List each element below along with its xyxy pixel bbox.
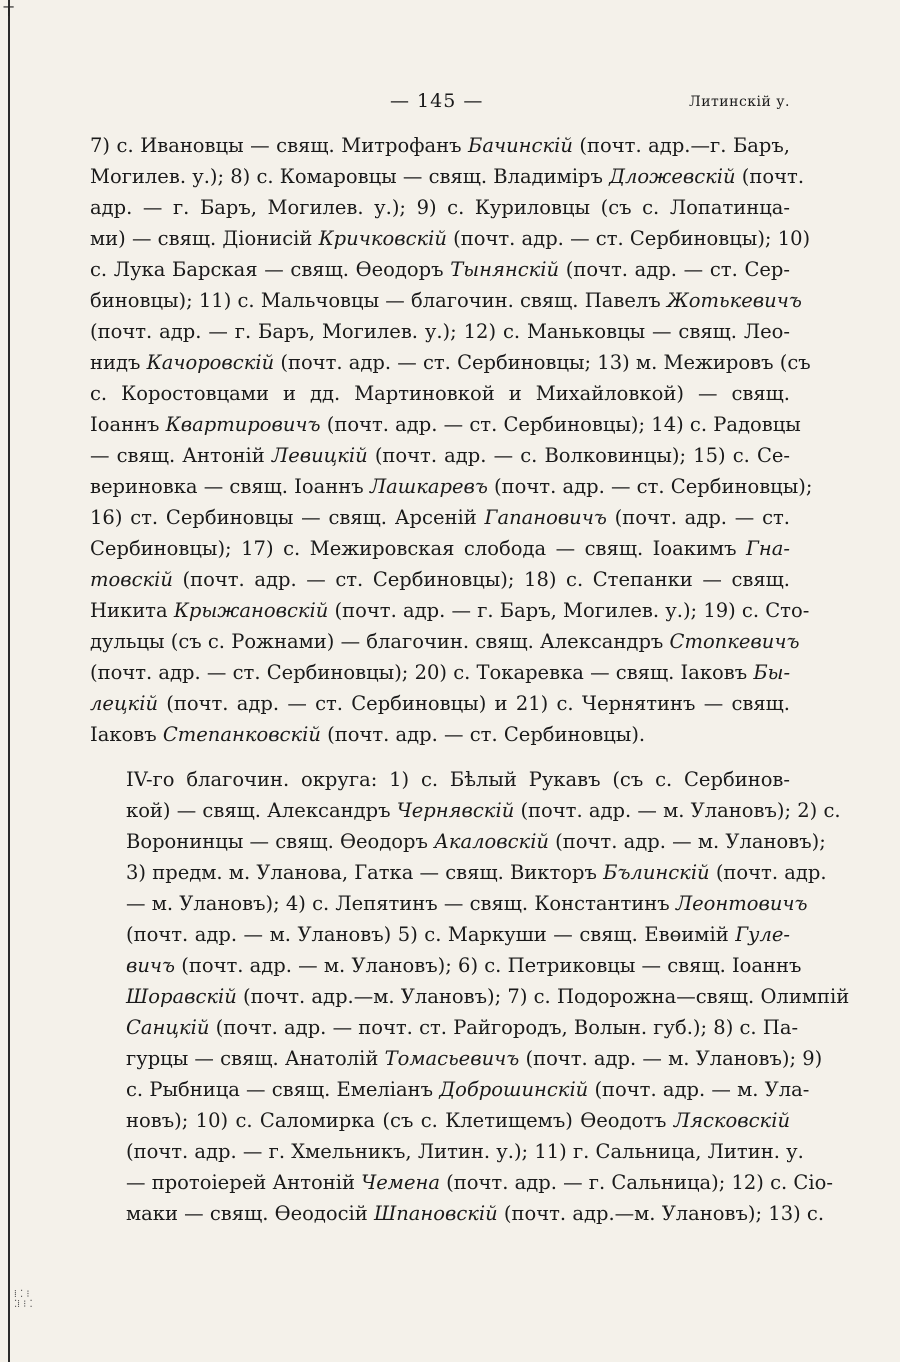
- text-line: [90, 1043, 823, 1074]
- text-line: [90, 1136, 804, 1167]
- text-segment: (почт. адр. — ст.: [606, 506, 790, 529]
- text-segment: Іаковъ: [90, 723, 163, 746]
- italic-name: Стопкевичъ: [669, 630, 800, 653]
- text-line: [90, 1012, 799, 1043]
- text-line: [90, 564, 790, 595]
- text-segment: (почт. адр.—м. Улановъ); 13) с.: [497, 1202, 825, 1225]
- text-line: [90, 764, 790, 795]
- italic-name: Шпановскій: [373, 1202, 498, 1225]
- text-line: [90, 378, 790, 409]
- paragraph: [90, 130, 813, 750]
- text-segment: (почт. адр. — м. Улановъ); 6) с. Петриковцы — свящ. Іоаннъ: [175, 954, 802, 977]
- italic-name: Качоровскій: [146, 351, 275, 374]
- text-segment: (почт. адр. — ст. Сер-: [559, 258, 790, 281]
- text-segment: (почт. адр. — г. Баръ, Могилев. у.); 12) с. Маньковцы — свящ. Лео-: [90, 320, 790, 343]
- text-segment: с. Рыбница — свящ. Емеліанъ: [126, 1078, 440, 1101]
- text-segment: (почт. адр. — м. Улановъ); 9): [519, 1047, 823, 1070]
- text-line: [90, 950, 802, 981]
- text-segment: Сербиновцы); 17) с. Межировская слобода — свящ. Іоакимъ: [90, 537, 747, 560]
- text-line: [90, 1074, 810, 1105]
- text-segment: (почт. адр. — почт. ст. Райгородъ, Волын. губ.); 8) с. Па-: [209, 1016, 799, 1039]
- text-segment: с. Лука Барская — свящ. Өеодоръ: [90, 258, 451, 281]
- text-line: [90, 1167, 833, 1198]
- text-line: [90, 192, 790, 223]
- text-segment: (почт. адр. — г. Сальница); 12) с. Сіо-: [439, 1171, 833, 1194]
- text-line: [90, 347, 811, 378]
- italic-name: Санцкій: [126, 1016, 210, 1039]
- text-segment: новъ); 10) с. Саломирка (съ с. Клетищемъ) Өеодотъ: [126, 1109, 674, 1132]
- italic-name: Левицкій: [271, 444, 368, 467]
- text-segment: (почт. адр. — м. Ула-: [588, 1078, 810, 1101]
- italic-name: Бы-: [753, 661, 791, 684]
- italic-name: Дложевскій: [609, 165, 736, 188]
- italic-name: Крыжановскій: [173, 599, 329, 622]
- running-head: Литинскій у.: [689, 94, 790, 110]
- text-segment: Могилев. у.); 8) с. Комаровцы — свящ. Владиміръ: [90, 165, 610, 188]
- text-segment: (почт. адр. — ст. Сербиновцы; 13) м. Межировъ (съ: [274, 351, 811, 374]
- text-line: [90, 440, 790, 471]
- italic-name: Тынянскій: [450, 258, 560, 281]
- text-segment: — свящ. Антоній: [90, 444, 272, 467]
- text-line: [90, 471, 813, 502]
- scan-edge-line: [8, 0, 10, 1362]
- text-segment: — протоіерей Антоній: [126, 1171, 362, 1194]
- italic-name: Кричковскій: [318, 227, 447, 250]
- text-segment: Никита: [90, 599, 174, 622]
- text-line: [90, 316, 790, 347]
- text-segment: 3) предм. м. Уланова, Гатка — свящ. Викторъ: [126, 861, 604, 884]
- text-segment: (почт. адр.—м. Улановъ); 7) с. Подорожна—свящ. Олимпій: [236, 985, 850, 1008]
- text-segment: (почт. адр. — м. Улановъ);: [548, 830, 826, 853]
- text-segment: адр. — г. Баръ, Могилев. у.); 9) с. Куриловцы (съ с. Лопатинца-: [90, 196, 790, 219]
- italic-name: Гуле-: [735, 923, 790, 946]
- text-segment: (почт. адр. — ст. Сербиновцы).: [320, 723, 646, 746]
- paragraph: [90, 764, 850, 1229]
- text-segment: (почт. адр.: [709, 861, 827, 884]
- text-line: [90, 888, 808, 919]
- italic-name: Леонтовичъ: [675, 892, 808, 915]
- italic-name: Степанковскій: [162, 723, 321, 746]
- text-segment: IV-го благочин. округа: 1) с. Бѣлый Рукавъ (съ с. Сербинов-: [126, 768, 790, 791]
- text-segment: (почт. адр. — м. Улановъ); 2) с.: [514, 799, 841, 822]
- italic-name: Чернявскій: [396, 799, 515, 822]
- text-line: [90, 254, 790, 285]
- text-line: [90, 657, 790, 688]
- text-line: [90, 285, 802, 316]
- text-line: [90, 719, 790, 750]
- italic-name: Гапановичъ: [484, 506, 607, 529]
- text-segment: кой) — свящ. Александръ: [126, 799, 397, 822]
- italic-name: вичъ: [126, 954, 176, 977]
- text-segment: — м. Улановъ); 4) с. Лепятинъ — свящ. Константинъ: [126, 892, 676, 915]
- text-segment: (почт.: [735, 165, 805, 188]
- text-line: [90, 626, 800, 657]
- scan-edge-mark: ⊤: [2, 4, 16, 20]
- text-segment: 16) ст. Сербиновцы — свящ. Арсеній: [90, 506, 485, 529]
- text-segment: (почт. адр. — ст. Сербиновцы) и 21) с. Чернятинъ — свящ.: [158, 692, 790, 715]
- italic-name: Бълинскій: [603, 861, 710, 884]
- text-segment: маки — свящ. Өеодосій: [126, 1202, 374, 1225]
- italic-name: Бачинскій: [468, 134, 573, 157]
- text-line: [90, 502, 790, 533]
- page-header: [90, 90, 790, 120]
- text-segment: нидъ: [90, 351, 147, 374]
- text-segment: дульцы (съ с. Рожнами) — благочин. свящ. Александръ: [90, 630, 670, 653]
- text-line: [90, 919, 790, 950]
- text-line: [90, 857, 827, 888]
- italic-name: Шоравскій: [126, 985, 237, 1008]
- text-segment: (почт. адр. — ст. Сербиновцы); 18) с. Степанки — свящ.: [172, 568, 790, 591]
- italic-name: Жотькевичъ: [666, 289, 802, 312]
- text-segment: 7) с. Ивановцы — свящ. Митрофанъ: [90, 134, 469, 157]
- text-line: [90, 1198, 825, 1229]
- italic-name: Томасьевичъ: [384, 1047, 520, 1070]
- text-segment: биновцы); 11) с. Мальчовцы — благочин. свящ. Павелъ: [90, 289, 667, 312]
- italic-name: Акаловскій: [434, 830, 549, 853]
- text-line: [90, 595, 810, 626]
- text-line: [90, 161, 805, 192]
- text-segment: (почт. адр. — ст. Сербиновцы); 14) с. Радовцы: [320, 413, 801, 436]
- body-text: [90, 130, 850, 1229]
- text-segment: (почт. адр.—г. Баръ,: [572, 134, 790, 157]
- text-segment: Іоаннъ: [90, 413, 166, 436]
- page-number: — 145 —: [390, 90, 484, 112]
- text-segment: (почт. адр. — ст. Сербиновцы);: [487, 475, 813, 498]
- text-line: [90, 1105, 790, 1136]
- text-segment: (почт. адр. — ст. Сербиновцы); 10): [446, 227, 811, 250]
- text-line: [90, 130, 790, 161]
- italic-name: товскій: [90, 568, 173, 591]
- italic-name: Лашкаревъ: [369, 475, 488, 498]
- text-segment: (почт. адр. — г. Хмельникъ, Литин. у.); 11) г. Сальница, Литин. у.: [126, 1140, 804, 1163]
- text-segment: гурцы — свящ. Анатолій: [126, 1047, 385, 1070]
- text-segment: ми) — свящ. Діонисій: [90, 227, 319, 250]
- text-segment: (почт. адр. — ст. Сербиновцы); 20) с. Токаревка — свящ. Іаковъ: [90, 661, 754, 684]
- text-line: [90, 223, 811, 254]
- italic-name: Квартировичъ: [165, 413, 321, 436]
- text-segment: (почт. адр. — с. Волковинцы); 15) с. Се-: [367, 444, 790, 467]
- text-segment: вериновка — свящ. Іоаннъ: [90, 475, 370, 498]
- italic-name: Доброшинскій: [439, 1078, 589, 1101]
- scan-specks: ⁞ ⁚ ⁝ ⁚⁞ ⁝ ⁚: [14, 1289, 33, 1310]
- italic-name: Гна-: [746, 537, 790, 560]
- text-line: [90, 826, 826, 857]
- text-line: [90, 533, 790, 564]
- text-line: [90, 795, 841, 826]
- text-line: [90, 981, 850, 1012]
- text-segment: (почт. адр. — г. Баръ, Могилев. у.); 19) с. Сто-: [328, 599, 810, 622]
- italic-name: лецкій: [90, 692, 159, 715]
- italic-name: Чемена: [361, 1171, 440, 1194]
- italic-name: Лясковскій: [673, 1109, 790, 1132]
- text-segment: (почт. адр. — м. Улановъ) 5) с. Маркуши — свящ. Евөимій: [126, 923, 736, 946]
- text-segment: с. Коростовцами и дд. Мартиновкой и Михайловкой) — свящ.: [90, 382, 790, 405]
- text-segment: Воронинцы — свящ. Өеодоръ: [126, 830, 435, 853]
- text-line: [90, 688, 790, 719]
- text-line: [90, 409, 801, 440]
